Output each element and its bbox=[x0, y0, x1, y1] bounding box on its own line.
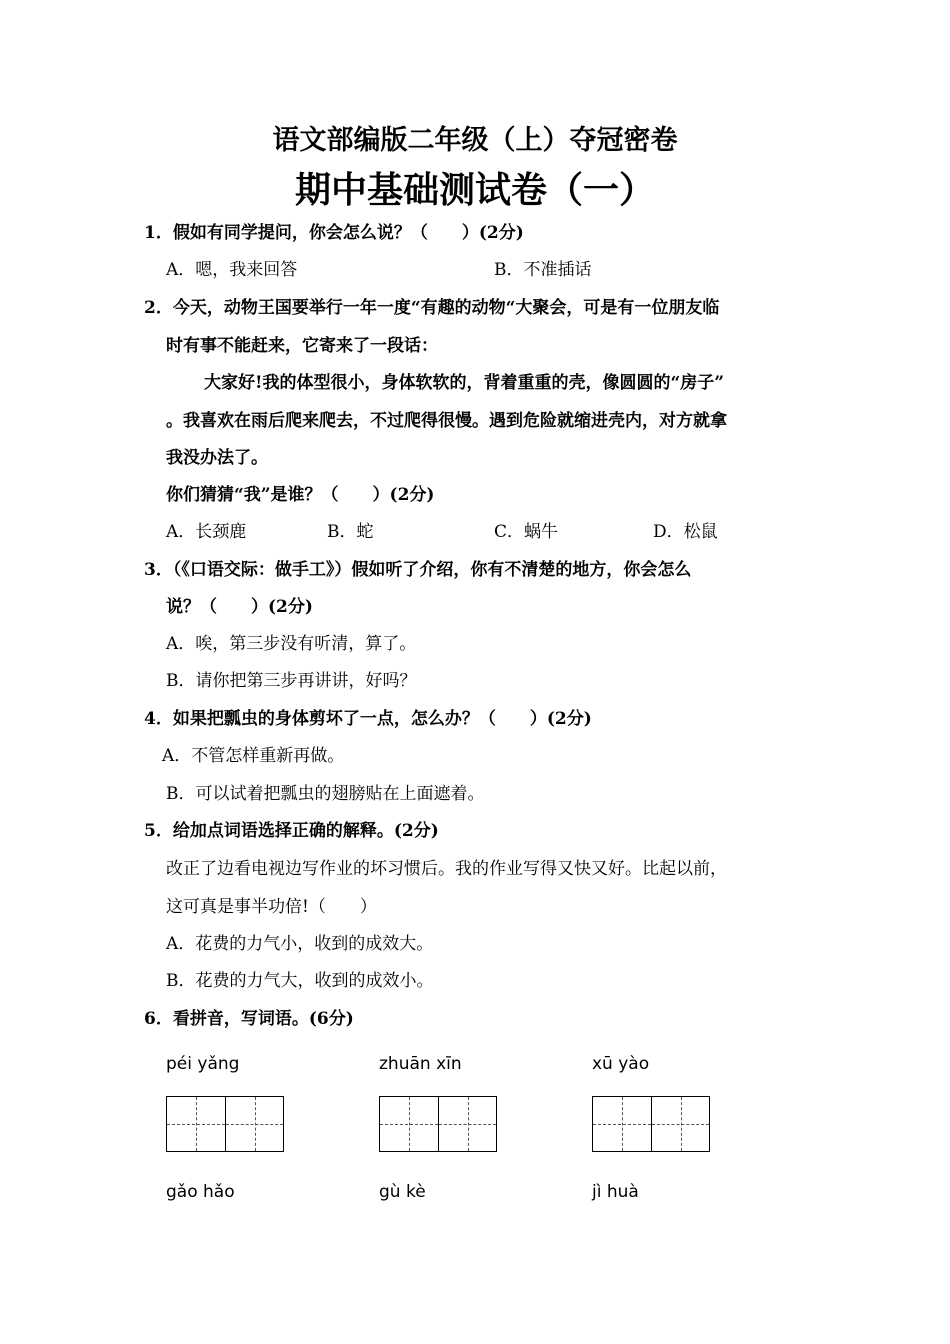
question-2-option-a: A．长颈鹿 bbox=[166, 522, 247, 542]
question-2-passage-line2: 。我喜欢在雨后爬来爬去，不过爬得很慢。遇到危险就缩进壳内，对方就拿 bbox=[166, 411, 727, 431]
question-1-stem: 1．假如有同学提问，你会怎么说？（ ）(2分) bbox=[144, 223, 524, 243]
pinyin-gaohao: gǎo hǎo bbox=[166, 1182, 235, 1202]
question-2-option-c: C．蜗牛 bbox=[494, 522, 559, 542]
question-5-option-b: B．花费的力气大，收到的成效小。 bbox=[166, 971, 434, 991]
writing-grid-2[interactable] bbox=[379, 1096, 497, 1152]
pinyin-jihua: jì huà bbox=[592, 1182, 639, 1202]
pinyin-zhuanxin: zhuān xīn bbox=[379, 1054, 462, 1074]
question-4-stem: 4．如果把瓢虫的身体剪坏了一点，怎么办？（ ）(2分) bbox=[144, 709, 592, 729]
pinyin-xuyao: xū yào bbox=[592, 1054, 650, 1074]
question-2-prompt: 你们猜猜“我”是谁？（ ）(2分) bbox=[166, 485, 435, 505]
tian-zi-ge-cell[interactable] bbox=[593, 1097, 651, 1151]
question-1-option-b: B．不准插话 bbox=[494, 260, 592, 280]
question-5-text-line2: 这可真是事半功倍!（ ） bbox=[166, 897, 377, 917]
question-1-option-a: A．嗯，我来回答 bbox=[166, 260, 298, 280]
pinyin-peiyang: péi yǎng bbox=[166, 1054, 240, 1074]
question-4-option-a: A．不管怎样重新再做。 bbox=[162, 746, 345, 766]
tian-zi-ge-cell[interactable] bbox=[167, 1097, 225, 1151]
question-4-option-b: B．可以试着把瓢虫的翅膀贴在上面遮着。 bbox=[166, 784, 485, 804]
question-6-stem: 6．看拼音，写词语。(6分) bbox=[144, 1009, 354, 1029]
question-3-option-b: B．请你把第三步再讲讲，好吗？ bbox=[166, 671, 417, 691]
question-2-option-b: B．蛇 bbox=[327, 522, 374, 542]
question-3-stem-line2: 说？（ ）(2分) bbox=[166, 597, 313, 617]
tian-zi-ge-cell[interactable] bbox=[438, 1097, 496, 1151]
question-3-option-a: A．唉，第三步没有听清，算了。 bbox=[166, 634, 417, 654]
question-2-option-d: D．松鼠 bbox=[653, 522, 718, 542]
tian-zi-ge-cell[interactable] bbox=[651, 1097, 709, 1151]
question-3-stem-line1: 3．（《口语交际：做手工》）假如听了介绍，你有不清楚的地方，你会怎么 bbox=[144, 560, 692, 580]
question-5-text-line1: 改正了边看电视边写作业的坏习惯后。我的作业写得又快又好。比起以前， bbox=[166, 859, 727, 879]
writing-grid-3[interactable] bbox=[592, 1096, 710, 1152]
pinyin-guke: gù kè bbox=[379, 1182, 426, 1202]
writing-grid-1[interactable] bbox=[166, 1096, 284, 1152]
question-2-passage-line3: 我没办法了。 bbox=[166, 448, 268, 468]
question-5-stem: 5．给加点词语选择正确的解释。(2分) bbox=[144, 821, 439, 841]
tian-zi-ge-cell[interactable] bbox=[380, 1097, 438, 1151]
question-5-option-a: A．花费的力气小，收到的成效大。 bbox=[166, 934, 434, 954]
tian-zi-ge-cell[interactable] bbox=[225, 1097, 283, 1151]
question-2-passage-line1: 大家好!我的体型很小，身体软软的，背着重重的壳，像圆圆的“房子” bbox=[204, 373, 725, 393]
exam-title: 期中基础测试卷（一） bbox=[294, 169, 655, 211]
question-2-stem-line2: 时有事不能赶来，它寄来了一段话： bbox=[166, 336, 438, 356]
question-2-stem-line1: 2．今天，动物王国要举行一年一度“有趣的动物“大聚会，可是有一位朋友临 bbox=[144, 298, 720, 318]
exam-series-title: 语文部编版二年级（上）夺冠密卷 bbox=[272, 125, 678, 156]
